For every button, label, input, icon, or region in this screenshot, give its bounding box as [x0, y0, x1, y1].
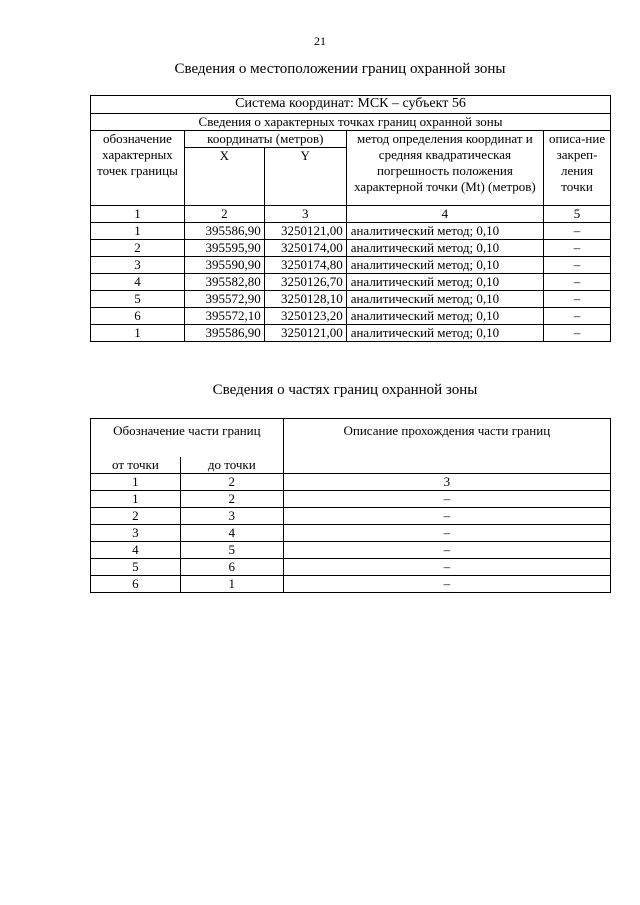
table-row — [91, 308, 611, 325]
table-row — [91, 240, 611, 257]
part-designation-header: Обозначение части границ — [91, 419, 284, 458]
point-number: 2 — [91, 240, 185, 257]
col-number: 3 — [283, 474, 610, 491]
from-point: 3 — [91, 525, 181, 542]
col-number: 3 — [264, 206, 346, 223]
part-description: – — [283, 559, 610, 576]
coordinates-header: координаты (метров) — [184, 131, 346, 148]
section-title-boundaries: Сведения о местоположении границ охранной зоны — [174, 61, 506, 77]
point-number: 5 — [91, 291, 185, 308]
table-row — [91, 274, 611, 291]
y-value: 3250123,20 — [264, 308, 346, 325]
method-value: аналитический метод; 0,10 — [346, 240, 543, 257]
description-value: – — [544, 308, 611, 325]
col-number: 1 — [91, 474, 181, 491]
table-row — [91, 223, 611, 240]
table-row — [91, 559, 611, 576]
method-header: метод определения координат и средняя квадратическая погрешность положения характерной точки (Mt) (метров) — [346, 131, 543, 206]
part-description: – — [283, 542, 610, 559]
part-description: – — [283, 576, 610, 593]
table-row — [91, 491, 611, 508]
to-point: 6 — [180, 559, 283, 576]
from-point: 5 — [91, 559, 181, 576]
method-value: аналитический метод; 0,10 — [346, 291, 543, 308]
point-number: 1 — [91, 325, 185, 342]
boundary-parts-table — [90, 418, 611, 593]
table-row — [91, 576, 611, 593]
to-point: 2 — [180, 491, 283, 508]
x-value: 395586,90 — [184, 325, 264, 342]
y-value: 3250126,70 — [264, 274, 346, 291]
x-header: X — [184, 148, 264, 206]
part-description: – — [283, 491, 610, 508]
table-row — [91, 325, 611, 342]
col-number: 2 — [180, 474, 283, 491]
y-value: 3250121,00 — [264, 223, 346, 240]
to-point: 1 — [180, 576, 283, 593]
from-point: 1 — [91, 491, 181, 508]
coordinate-system: Система координат: МСК – субъект 56 — [91, 96, 611, 114]
method-value: аналитический метод; 0,10 — [346, 223, 543, 240]
description-value: – — [544, 274, 611, 291]
point-number: 6 — [91, 308, 185, 325]
from-point: 6 — [91, 576, 181, 593]
method-value: аналитический метод; 0,10 — [346, 308, 543, 325]
table-row — [91, 525, 611, 542]
section-title-parts: Сведения о частях границ охранной зоны — [212, 382, 478, 398]
point-number: 4 — [91, 274, 185, 291]
to-point: 4 — [180, 525, 283, 542]
col-number: 5 — [544, 206, 611, 223]
col-number: 2 — [184, 206, 264, 223]
method-value: аналитический метод; 0,10 — [346, 274, 543, 291]
point-designation-header: обозначение характерных точек границы — [91, 131, 185, 206]
y-value: 3250174,00 — [264, 240, 346, 257]
points-info-header: Сведения о характерных точках границ охранной зоны — [91, 114, 611, 131]
y-header: Y — [264, 148, 346, 206]
to-point-header: до точки — [180, 457, 283, 474]
from-point: 2 — [91, 508, 181, 525]
description-value: – — [544, 257, 611, 274]
part-description: – — [283, 525, 610, 542]
from-point: 4 — [91, 542, 181, 559]
x-value: 395572,90 — [184, 291, 264, 308]
col-number: 4 — [346, 206, 543, 223]
table-row — [91, 508, 611, 525]
part-description: – — [283, 508, 610, 525]
y-value: 3250128,10 — [264, 291, 346, 308]
from-point-header: от точки — [91, 457, 181, 474]
part-description-header: Описание прохождения части границ — [283, 419, 610, 474]
description-value: – — [544, 240, 611, 257]
description-value: – — [544, 291, 611, 308]
description-header: описа-ние закреп-ления точки — [544, 131, 611, 206]
to-point: 5 — [180, 542, 283, 559]
table-row — [91, 542, 611, 559]
x-value: 395586,90 — [184, 223, 264, 240]
y-value: 3250121,00 — [264, 325, 346, 342]
boundary-points-table — [90, 95, 611, 342]
to-point: 3 — [180, 508, 283, 525]
page-number: 21 — [314, 34, 326, 48]
x-value: 395590,90 — [184, 257, 264, 274]
y-value: 3250174,80 — [264, 257, 346, 274]
col-number: 1 — [91, 206, 185, 223]
description-value: – — [544, 223, 611, 240]
table-row — [91, 257, 611, 274]
method-value: аналитический метод; 0,10 — [346, 325, 543, 342]
point-number: 3 — [91, 257, 185, 274]
x-value: 395582,80 — [184, 274, 264, 291]
table-row — [91, 291, 611, 308]
method-value: аналитический метод; 0,10 — [346, 257, 543, 274]
x-value: 395572,10 — [184, 308, 264, 325]
point-number: 1 — [91, 223, 185, 240]
description-value: – — [544, 325, 611, 342]
x-value: 395595,90 — [184, 240, 264, 257]
